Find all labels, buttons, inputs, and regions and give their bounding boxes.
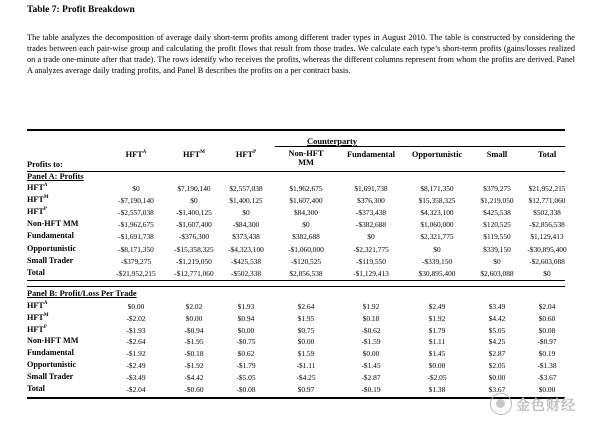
- table-cell: -$0.08: [236, 384, 256, 394]
- table-cell: -$2,557,038: [118, 208, 154, 218]
- column-header: [472, 150, 522, 159]
- bottom-rule: [27, 397, 565, 399]
- column-header-text: Fundamental: [347, 150, 395, 159]
- table-cell: $0.00: [362, 349, 380, 359]
- table-cell: $1.93: [237, 302, 255, 311]
- table-cell: -$21,952,215: [116, 268, 156, 278]
- table-cell: -$382,688: [355, 220, 387, 230]
- row-label-superscript: M: [43, 195, 49, 201]
- table-cell: -$2.49: [126, 361, 146, 370]
- row-label-text: Opportunistic: [27, 243, 77, 253]
- column-header: [163, 150, 225, 159]
- column-header-text: Total: [537, 150, 557, 159]
- table-cell: -$0.97: [537, 337, 557, 347]
- table-cell: $0: [132, 184, 140, 193]
- table-cell: -$1,607,400: [176, 220, 212, 230]
- table-cell: $2,603,088: [480, 268, 514, 278]
- row-label: [27, 231, 74, 240]
- table-cell: $339,150: [483, 244, 511, 254]
- table-cell: $12,771,060: [528, 196, 566, 206]
- table-cell: $119,550: [483, 232, 511, 242]
- row-label: [27, 195, 49, 204]
- table-cell: $1,691,738: [354, 184, 388, 193]
- row-label: [27, 360, 76, 369]
- row-label-text: Small Trader: [27, 255, 74, 265]
- table-cell: -$1.45: [361, 361, 381, 370]
- table-cell: -$1.11: [296, 361, 316, 370]
- table-cell: $0.00: [127, 302, 145, 311]
- table-cell: -$1,962,675: [118, 220, 154, 230]
- row-label-text: Small Trader: [27, 371, 74, 381]
- table-cell: -$1.92: [126, 349, 146, 359]
- table-cell: -$379,275: [120, 256, 152, 266]
- table-cell: -$119,550: [356, 256, 386, 266]
- row-label-text: Total: [27, 267, 45, 277]
- table-cell: $0: [543, 268, 551, 278]
- column-header-text: HFT: [125, 150, 143, 159]
- row-label-text: HFT: [27, 301, 44, 310]
- table-cell: $0.94: [237, 313, 255, 323]
- table-cell: $0.97: [297, 384, 315, 394]
- column-header: [336, 150, 406, 159]
- table-cell: -$0.19: [361, 384, 381, 394]
- table-row: [0, 219, 600, 230]
- table-cell: $0.60: [538, 313, 556, 323]
- table-title: Table 7: Profit Breakdown: [27, 5, 135, 15]
- table-cell: -$0.75: [236, 337, 256, 347]
- column-header-text: Non-HFT: [288, 149, 324, 158]
- table-cell: -$1,400,125: [176, 208, 212, 218]
- row-label-superscript: A: [43, 301, 48, 306]
- table-cell: $1.38: [428, 384, 446, 394]
- table-row: [0, 301, 600, 312]
- table-row: [0, 348, 600, 359]
- table-cell: $3.67: [488, 384, 506, 394]
- row-label-text: HFT: [27, 207, 44, 217]
- table-cell: -$30,895,400: [527, 244, 567, 254]
- table-cell: -$1,060,000: [288, 244, 324, 254]
- panel-a-label: Panel A: Profits: [27, 172, 84, 181]
- table-cell: -$0.62: [361, 325, 381, 335]
- counterparty-header: Counterparty: [307, 136, 358, 146]
- table-cell: $1.92: [362, 302, 380, 311]
- table-cell: -$502,338: [230, 268, 262, 278]
- table-cell: -$5.05: [236, 372, 256, 382]
- table-cell: $0.00: [237, 325, 255, 335]
- table-cell: $3.49: [488, 302, 506, 311]
- row-label-superscript: M: [43, 312, 49, 318]
- top-rule: [27, 129, 565, 131]
- table-cell: $502,338: [533, 208, 561, 218]
- table-cell: -$2,856,538: [529, 220, 565, 230]
- table-cell: -$2.04: [126, 384, 146, 394]
- row-label-text: Fundamental: [27, 231, 74, 241]
- row-label-superscript: A: [43, 183, 48, 188]
- watermark-text: 金色财经: [516, 398, 576, 414]
- table-cell: $1.59: [297, 349, 315, 359]
- table-cell: $0.18: [362, 313, 380, 323]
- table-cell: -$2,321,775: [353, 244, 389, 254]
- table-cell: $84,300: [293, 208, 319, 218]
- table-cell: -$339,150: [421, 256, 453, 266]
- table-cell: $5.05: [488, 325, 506, 335]
- panel-b-label: Panel B: Profit/Loss Per Trade: [27, 289, 137, 298]
- table-cell: $1.45: [428, 349, 446, 359]
- table-cell: -$0.94: [184, 325, 204, 335]
- table-cell: $15,358,325: [418, 196, 456, 206]
- table-cell: $2.49: [428, 302, 446, 311]
- row-label-text: HFT: [27, 312, 44, 322]
- table-cell: -$12,771,060: [174, 268, 214, 278]
- row-label-superscript: P: [43, 207, 47, 213]
- row-label-superscript: P: [43, 324, 47, 330]
- table-cell: -$4,323,100: [228, 244, 264, 254]
- watermark-logo-icon: [490, 393, 512, 415]
- profits-to-label: Profits to:: [27, 160, 63, 169]
- table-cell: $0.00: [428, 361, 446, 370]
- table-cell: $379,275: [483, 184, 511, 193]
- column-header-text: HFT: [183, 150, 201, 159]
- table-cell: -$1,129,413: [353, 268, 389, 278]
- table-row: [0, 268, 600, 279]
- row-label-text: Fundamental: [27, 348, 74, 358]
- row-label-text: HFT: [27, 324, 44, 334]
- table-cell: $1,607,400: [289, 196, 323, 206]
- column-header: [275, 149, 337, 167]
- row-label: [27, 384, 45, 393]
- table-row: [0, 207, 600, 218]
- column-header-superscript: A: [142, 150, 147, 155]
- table-cell: $1.79: [428, 325, 446, 335]
- column-header: [104, 150, 168, 159]
- table-row: [0, 183, 600, 194]
- table-cell: $8,171,350: [420, 184, 454, 193]
- table-cell: $2.05: [488, 361, 506, 370]
- header-rule: [27, 171, 565, 172]
- column-header-text: HFT: [235, 150, 254, 159]
- table-cell: $4.42: [488, 313, 506, 323]
- row-label: [27, 268, 45, 277]
- column-header-text: Opportunistic: [411, 150, 463, 159]
- table-cell: $1,400,125: [229, 196, 263, 206]
- table-cell: $2,321,775: [420, 232, 454, 242]
- table-row: [0, 325, 600, 336]
- table-cell: $1,219,050: [480, 196, 514, 206]
- table-cell: $30,895,400: [418, 268, 456, 278]
- table-row: [0, 313, 600, 324]
- row-label-text: HFT: [27, 183, 44, 192]
- table-cell: $376,300: [357, 196, 385, 206]
- table-row: [0, 256, 600, 267]
- column-header: [519, 150, 575, 159]
- table-cell: -$2.87: [361, 372, 381, 382]
- table-cell: $2,856,538: [289, 268, 323, 278]
- table-cell: -$120,525: [290, 256, 322, 266]
- watermark: [490, 392, 600, 418]
- row-label: [27, 372, 73, 381]
- row-label-text: Non-HFT MM: [27, 219, 79, 229]
- row-label: [27, 325, 47, 334]
- table-cell: $373,438: [232, 232, 260, 242]
- column-header-text-line2: MM: [298, 158, 314, 167]
- table-cell: -$8,171,350: [118, 244, 154, 254]
- table-row: [0, 244, 600, 255]
- row-label-text: Non-HFT MM: [27, 336, 79, 346]
- table-cell: $425,538: [483, 208, 511, 218]
- table-cell: -$1.59: [361, 337, 381, 347]
- table-cell: $0: [493, 256, 501, 266]
- table-cell: $2,557,038: [229, 184, 263, 193]
- table-cell: $2.87: [488, 349, 506, 359]
- table-cell: -$2,603,088: [529, 256, 565, 266]
- table-cell: -$3.49: [126, 372, 146, 382]
- panel-a-bottom-rule: [27, 280, 565, 281]
- table-description: The table analyzes the decomposition of average daily short-term profits among different trader types in August 2010. The table is constructed by considering the trades between each pair-wise group and calculating the profit flows that result from those trades. We calculate each type’s short-term profits (gains/losses realized on a trade one-minute after that trade). The rows identify who receives the profits, whereas the different columns represent from whom the profits are derived. Panel A analyzes average daily trading profits, and Panel B describes the profits on a per contract basis.: [27, 33, 575, 75]
- table-cell: -$1.93: [126, 325, 146, 335]
- table-cell: -$1.92: [184, 361, 204, 370]
- table-cell: $0.75: [297, 325, 315, 335]
- table-cell: $1.92: [428, 313, 446, 323]
- table-cell: $0: [367, 232, 375, 242]
- table-cell: $0.00: [538, 384, 556, 394]
- table-cell: -$1.79: [236, 361, 256, 370]
- table-cell: -$1,219,050: [176, 256, 212, 266]
- table-cell: -$4.25: [296, 372, 316, 382]
- table-cell: $1,962,675: [289, 184, 323, 193]
- table-cell: $0.00: [488, 372, 506, 382]
- table-row: [0, 231, 600, 242]
- table-cell: $1,060,000: [420, 220, 454, 230]
- table-cell: -$1,691,738: [118, 232, 154, 242]
- row-label-text: Total: [27, 383, 45, 393]
- table-cell: $2.04: [538, 302, 556, 311]
- table-cell: $120,525: [483, 220, 511, 230]
- table-row: [0, 195, 600, 206]
- table-cell: $0.00: [297, 337, 315, 347]
- table-cell: $0: [302, 220, 310, 230]
- table-cell: -$2.05: [427, 372, 447, 382]
- row-label: [27, 336, 78, 345]
- table-cell: $7,190,140: [177, 184, 211, 193]
- table-cell: -$15,358,325: [174, 244, 214, 254]
- table-cell: -$0.60: [184, 384, 204, 394]
- table-cell: $0: [433, 244, 441, 254]
- table-cell: -$376,300: [178, 232, 210, 242]
- table-cell: $1.95: [297, 313, 315, 323]
- table-cell: -$84,300: [232, 220, 260, 230]
- table-cell: $0.62: [237, 349, 255, 359]
- table-cell: -$1.95: [184, 337, 204, 347]
- column-header-text: Small: [486, 150, 508, 159]
- row-label: [27, 348, 74, 357]
- table-cell: -$4.42: [184, 372, 204, 382]
- table-cell: $0.19: [538, 349, 556, 359]
- table-cell: -$425,538: [230, 256, 262, 266]
- table-cell: $0.08: [538, 325, 556, 335]
- row-label: [27, 301, 47, 310]
- table-cell: $0.00: [185, 313, 203, 323]
- counterparty-rule: [275, 146, 565, 147]
- table-row: [0, 372, 600, 383]
- table-cell: $1.11: [428, 337, 446, 347]
- row-label: [27, 256, 73, 265]
- table-cell: $0: [190, 196, 198, 206]
- table-cell: $4.25: [488, 337, 506, 347]
- column-header-superscript: M: [200, 150, 205, 155]
- column-header-superscript: P: [253, 150, 257, 155]
- row-label: [27, 207, 47, 216]
- table-cell: $382,688: [292, 232, 320, 242]
- column-header: [218, 150, 274, 159]
- table-row: [0, 336, 600, 347]
- table-cell: -$7,190,140: [118, 196, 154, 206]
- column-header: [400, 150, 474, 159]
- row-label-text: Opportunistic: [27, 360, 77, 369]
- table-row: [0, 360, 600, 371]
- table-cell: $4,323,100: [420, 208, 454, 218]
- row-label: [27, 313, 49, 322]
- table-cell: -$3.67: [537, 372, 557, 382]
- row-label-text: HFT: [27, 195, 44, 205]
- table-cell: -$373,438: [355, 208, 387, 218]
- row-label: [27, 219, 78, 228]
- row-label: [27, 244, 76, 253]
- table-cell: -$2.64: [126, 337, 146, 347]
- panel-b-top-rule: [27, 286, 565, 287]
- row-label: [27, 183, 47, 192]
- table-cell: $1,129,413: [530, 232, 564, 242]
- table-cell: -$0.18: [184, 349, 204, 359]
- table-cell: -$1.38: [537, 361, 557, 370]
- table-cell: $2.64: [297, 302, 315, 311]
- table-cell: -$2.02: [126, 313, 146, 323]
- table-cell: $21,952,215: [528, 184, 566, 193]
- table-cell: $0: [242, 208, 250, 218]
- table-cell: $2.02: [185, 302, 203, 311]
